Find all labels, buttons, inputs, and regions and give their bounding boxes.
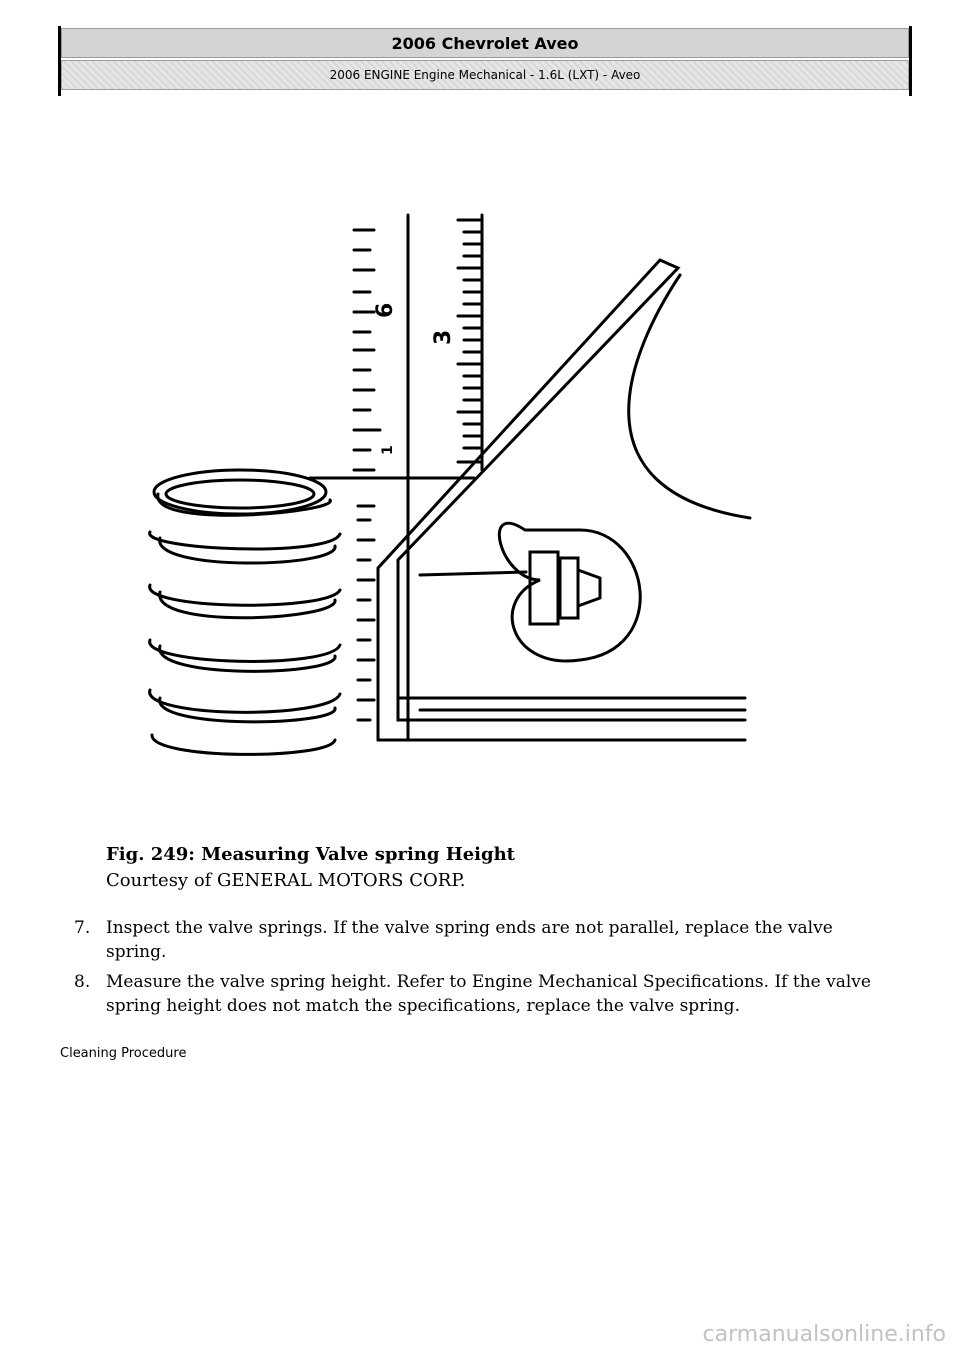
lock-nut — [530, 552, 558, 624]
valve-spring — [150, 470, 340, 754]
step-item — [74, 916, 874, 964]
ruler-label-three: 3 — [431, 329, 456, 345]
watermark: carmanualsonline.info — [702, 1322, 946, 1347]
ruler-label-six: 6 — [373, 302, 398, 318]
step-number: 8. — [74, 972, 91, 992]
ruler-right-ticks — [458, 215, 482, 470]
step-item — [74, 970, 874, 1018]
figure-caption — [106, 842, 515, 894]
procedure-steps — [74, 916, 874, 1024]
lock-knob-outline — [499, 523, 640, 661]
step-text: Measure the valve spring height. Refer to Engine Mechanical Specifications. If the valve spring height does not match the specifications, replace the valve spring. — [106, 972, 871, 1016]
ruler-label-one: 1 — [380, 445, 396, 455]
caption-title: Fig. 249: Measuring Valve spring Height — [106, 844, 515, 865]
caption-credit: Courtesy of GENERAL MOTORS CORP. — [106, 870, 466, 891]
header-title: 2006 Chevrolet Aveo — [61, 28, 909, 58]
lock-stem — [420, 572, 526, 575]
header-subtitle: 2006 ENGINE Engine Mechanical - 1.6L (LXT) - Aveo — [61, 60, 909, 90]
valve-spring-figure — [130, 200, 770, 770]
section-heading: Cleaning Procedure — [60, 1046, 187, 1061]
step-text: Inspect the valve springs. If the valve spring ends are not parallel, replace the valve spring. — [106, 918, 833, 962]
step-number: 7. — [74, 918, 91, 938]
square-cutout — [629, 275, 750, 518]
page-header — [58, 26, 912, 96]
